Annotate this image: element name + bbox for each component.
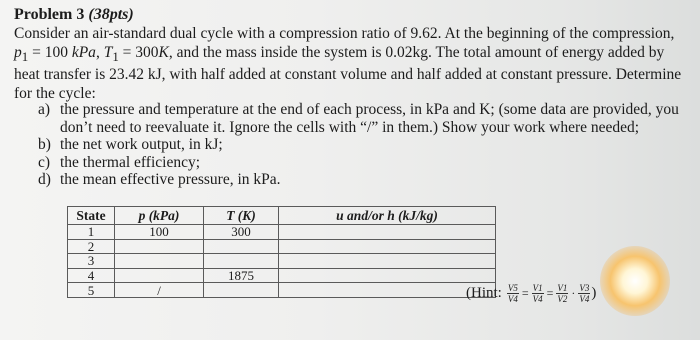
t-subscript: 1	[112, 48, 119, 64]
t-symbol: T	[103, 43, 113, 61]
t-value: = 300	[118, 43, 159, 61]
t-unit: K	[158, 43, 169, 61]
cell-energy	[279, 283, 496, 298]
fraction-denominator: V4	[507, 294, 518, 304]
cell-temperature	[204, 283, 279, 298]
statement-line-4: for the cycle:	[14, 84, 96, 102]
light-glare	[600, 246, 670, 316]
hint-fraction-4	[578, 283, 590, 304]
hint-fraction-2	[532, 283, 544, 304]
hint-label: (Hint:	[466, 285, 502, 301]
statement-line-2	[14, 44, 690, 67]
mass-text: , and the mass inside the system is 0.02kg. The total amount of energy added by	[168, 43, 665, 61]
fraction-denominator: V4	[532, 294, 543, 304]
problem-points: (38pts)	[88, 6, 134, 23]
cell-state: 2	[68, 239, 115, 254]
header-temperature: T (K)	[204, 207, 279, 225]
cell-energy	[279, 268, 496, 283]
question-a	[38, 101, 688, 136]
multiply-dot: ·	[571, 286, 576, 300]
cell-pressure	[115, 268, 204, 283]
cell-pressure	[115, 239, 204, 254]
header-state: State	[68, 207, 115, 225]
p-unit: kPa	[71, 43, 96, 61]
table-row	[68, 254, 496, 269]
cell-pressure: 100	[115, 225, 204, 240]
cell-temperature: 300	[204, 225, 279, 240]
question-text: the pressure and temperature at the end of each process, in kPa and K; (some data are provided, you don’t need to reevaluate it. Ignore the cells with “/” in them.) Show your work where needed;	[60, 101, 679, 136]
cell-state: 4	[68, 268, 115, 283]
table-header-row	[68, 207, 496, 225]
question-list	[38, 101, 688, 189]
equals-sign: =	[521, 286, 529, 300]
cell-pressure: /	[115, 283, 204, 298]
hint-fraction-1	[507, 283, 519, 304]
cell-temperature	[204, 254, 279, 269]
fraction-numerator: V3	[579, 283, 590, 293]
fraction-denominator: V2	[557, 294, 568, 304]
fraction-denominator: V4	[579, 294, 590, 304]
cell-state: 3	[68, 254, 115, 269]
cell-energy	[279, 239, 496, 254]
statement-line-1: Consider an air-standard dual cycle with a compression ratio of 9.62. At the beginning of the compression,	[14, 25, 675, 42]
table-row	[68, 283, 496, 298]
problem-title	[14, 6, 134, 24]
hint-formula	[466, 283, 596, 304]
hint-fraction-3	[556, 283, 568, 304]
cell-state: 5	[68, 283, 115, 298]
problem-title-text: Problem 3	[14, 6, 85, 23]
question-text: the mean effective pressure, in kPa.	[60, 171, 281, 188]
table-row	[68, 268, 496, 283]
header-pressure: p (kPa)	[115, 207, 204, 225]
question-c	[38, 154, 688, 172]
cell-energy	[279, 254, 496, 269]
cell-temperature	[204, 239, 279, 254]
fraction-numerator: V1	[557, 283, 568, 293]
header-energy: u and/or h (kJ/kg)	[279, 207, 496, 225]
fraction-numerator: V1	[532, 283, 543, 293]
state-table	[67, 206, 496, 298]
question-letter: b)	[38, 136, 51, 153]
question-letter: c)	[38, 153, 51, 171]
table-row	[68, 225, 496, 240]
question-b	[38, 136, 688, 154]
cell-state: 1	[68, 225, 115, 240]
problem-statement	[14, 25, 690, 103]
p-subscript: 1	[21, 48, 29, 64]
p-symbol: p	[14, 43, 22, 61]
question-d	[38, 171, 688, 189]
comma: ,	[95, 43, 104, 61]
question-letter: a)	[38, 101, 51, 118]
fraction-numerator: V5	[507, 283, 518, 293]
question-letter: d)	[38, 171, 51, 188]
question-text: the thermal efficiency;	[60, 153, 201, 171]
hint-close: )	[591, 285, 597, 301]
cell-energy	[279, 225, 496, 240]
cell-pressure	[115, 254, 204, 269]
equals-sign: =	[546, 286, 554, 300]
question-text: the net work output, in kJ;	[60, 136, 223, 153]
statement-line-3: heat transfer is 23.42 kJ, with half added at constant volume and half added at constant pressure. Determine	[14, 66, 682, 84]
table-row	[68, 239, 496, 254]
p-value: = 100	[28, 43, 72, 61]
cell-temperature: 1875	[204, 268, 279, 283]
